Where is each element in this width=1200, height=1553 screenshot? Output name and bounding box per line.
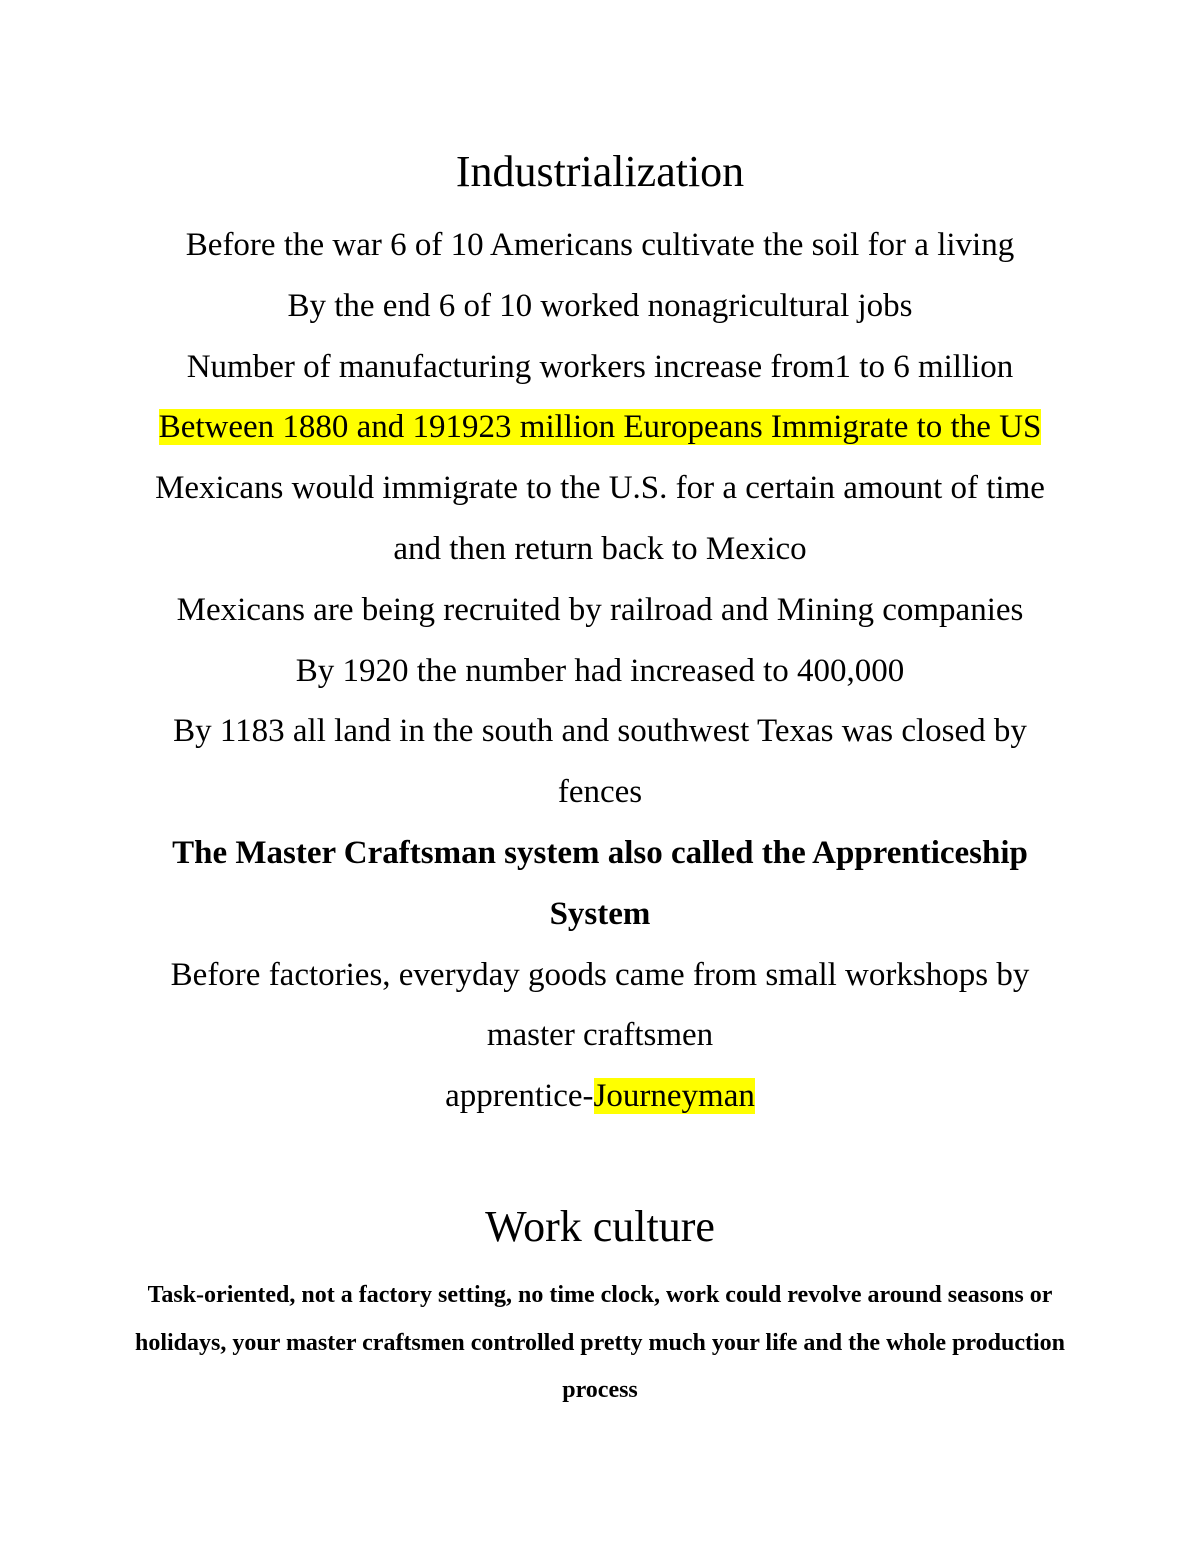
journeyman-highlight: Journeyman: [593, 1078, 755, 1115]
body-line-1: Before the war 6 of 10 Americans cultivate the soil for a living: [185, 227, 1015, 263]
highlighted-paragraph: [130, 397, 1070, 458]
apprentice-prefix: apprentice-: [445, 1078, 594, 1115]
body-line-3: Number of manufacturing workers increase from1 to 6 million: [186, 348, 1014, 385]
work-culture-paragraph: Task-oriented, not a factory setting, no time clock, work could revolve around seasons or holidays, your master craftsmen controlled pretty much your life and the whole production process: [135, 1282, 1065, 1403]
body-line-8: Before factories, everyday goods came from small workshops by master craftsmen: [170, 956, 1030, 1054]
document-body: [130, 215, 1070, 1127]
body-line-7: By 1183 all land in the south and southwest Texas was closed by fences: [173, 713, 1027, 811]
body-line-6: By 1920 the number had increased to 400,000: [295, 652, 905, 689]
bold-subheading: The Master Craftsman system also called the Apprenticeship System: [172, 834, 1028, 932]
section-heading-work-culture: Work culture: [485, 1202, 715, 1251]
document-title: Industrialization: [455, 147, 745, 196]
body-line-2: By the end 6 of 10 worked nonagricultural jobs: [287, 287, 913, 324]
body-line-5: Mexicans are being recruited by railroad and Mining companies: [176, 591, 1024, 628]
apprentice-line: [130, 1066, 1070, 1127]
body-line-4: Mexicans would immigrate to the U.S. for a certain amount of time and then return back to Mexico: [155, 470, 1045, 567]
highlighted-text: Between 1880 and 191923 million Europeans Immigrate to the US: [158, 409, 1042, 446]
